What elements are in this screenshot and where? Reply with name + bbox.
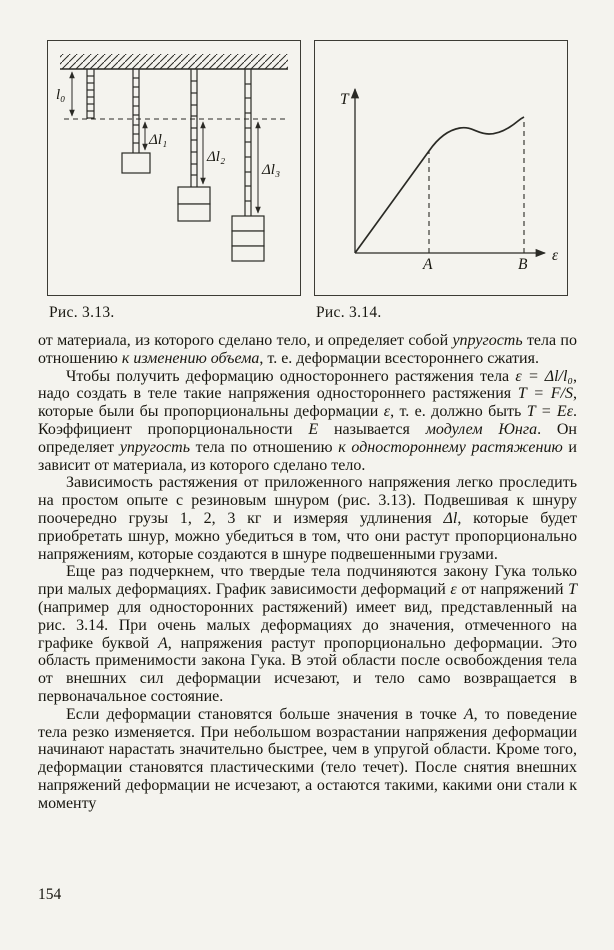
figure-3-14-frame [314, 40, 568, 296]
stress-strain-graph [315, 41, 567, 295]
text-run: от напряжений [456, 581, 569, 599]
weight-1 [122, 153, 150, 173]
paragraph [38, 474, 577, 563]
paragraph [38, 563, 577, 705]
text-run-italic: ε = Δl/l₀ [515, 367, 573, 385]
text-run: Зависимость растяжения от приложенного напряжения легко проследить на простом опыте с резиновым шнуром (рис. 3.13). Подвешивая к шнуру поочередно грузы 1, 2, 3 кг и измеряя удлинения [38, 474, 577, 527]
text-run-italic: Δl [443, 509, 458, 527]
text-run: , то поведение тела резко изменяется. При небольшом возрастании напряжения деформации начинают нарастать значительно быстрее, чем в упругой области. Кроме того, деформации становятся пластическими (тело течет). После снятия внешних напряжений деформации не исчезают, а остаются такими, какими они стали к моменту [38, 705, 577, 812]
text-run-italic: ε [383, 403, 391, 421]
label-A: A [423, 256, 433, 273]
cord-3 [232, 69, 264, 261]
weight-2 [178, 187, 210, 204]
figure-3-13-frame [47, 40, 301, 296]
text-run: . Он определяет [38, 420, 577, 456]
paragraph [38, 368, 577, 475]
text-run: Если деформации становятся больше значения в точке [66, 705, 464, 723]
cord-2 [178, 69, 210, 221]
text-run-italic: ε [450, 581, 457, 599]
label-dl3: Δl₃ [262, 162, 281, 178]
weight-3 [232, 216, 264, 231]
text-run-italic: к изменению объема [121, 349, 260, 367]
text-run: , т. е. деформации всестороннего сжатия. [259, 349, 539, 367]
cord-1 [122, 69, 150, 173]
figure-3-13-caption: Рис. 3.13. [49, 304, 115, 321]
text-run: тела по отношению [189, 438, 339, 456]
text-run: Еще раз подчеркнем, что твердые тела подчиняются закону Гука только при малых деформациях. График зависимости деформаций [38, 563, 577, 599]
text-run: , надо создать в теле такие напряжения одностороннего растяжения [38, 367, 577, 403]
label-epsilon: ε [552, 247, 559, 264]
paragraph [38, 332, 577, 368]
rubber-cords-diagram [48, 41, 300, 295]
text-run: , напряжения растут пропорционально деформации. Это область применимости закона Гука. В этой области после освобождения тела от внешних сил деформации исчезают, и тело само возвращается в первоначальное состояние. [38, 634, 577, 705]
text-run: тела по отношению [38, 332, 577, 367]
reference-band [87, 69, 94, 119]
label-T: T [340, 91, 349, 108]
text-run-italic: A [463, 705, 474, 723]
text-run-italic: T = F/S [517, 385, 574, 403]
deformation-curve [355, 117, 524, 253]
figure-3-14-caption: Рис. 3.14. [316, 304, 382, 321]
text-run: (например для односторонних растяжений) имеет вид, представленный на рис. 3.14. При очень малых деформациях до значения, отмеченного на графике буквой [38, 598, 577, 652]
text-run-italic: A [157, 634, 168, 652]
text-run: называется [318, 420, 426, 438]
body-text [38, 332, 577, 813]
label-l0: l₀ [56, 87, 66, 103]
weight-2b [178, 204, 210, 221]
text-run-italic: T = Eε [526, 403, 574, 421]
text-run-italic: модулем Юнга [425, 420, 538, 438]
paragraph [38, 706, 577, 813]
figures-row [47, 40, 568, 322]
label-dl2: Δl₂ [207, 149, 226, 165]
label-dl1: Δl₁ [149, 132, 168, 148]
ceiling-hatch [60, 54, 288, 69]
page-number: 154 [38, 886, 62, 903]
text-run-italic: к одностороннему растяжению [338, 438, 563, 456]
text-run-italic: T [568, 581, 578, 599]
weight-3b [232, 231, 264, 246]
label-B: B [518, 256, 528, 273]
text-run: , которые будет приобретать шнур, можно убедиться в том, что они растут пропорционально напряжениям, которые создаются в шнуре подвешенными грузами. [38, 509, 578, 563]
text-run: , т. е. должно быть [390, 403, 527, 421]
figure-3-14 [314, 40, 568, 322]
text-run: от материала, из которого сделано тело, и определяет собой [38, 332, 453, 349]
text-run: , которые были бы пропорциональны деформации [38, 385, 578, 421]
figure-3-13 [47, 40, 301, 322]
text-run-italic: E [308, 420, 319, 438]
text-run: и зависит от материала, из которого сделано тело. [38, 438, 577, 474]
text-run: Чтобы получить деформацию одностороннего растяжения тела [66, 367, 516, 385]
text-run-italic: упругость [452, 332, 523, 349]
weight-3c [232, 246, 264, 261]
text-run: . Коэффициент пропорциональности [38, 403, 578, 438]
text-run-italic: упругость [119, 438, 190, 456]
